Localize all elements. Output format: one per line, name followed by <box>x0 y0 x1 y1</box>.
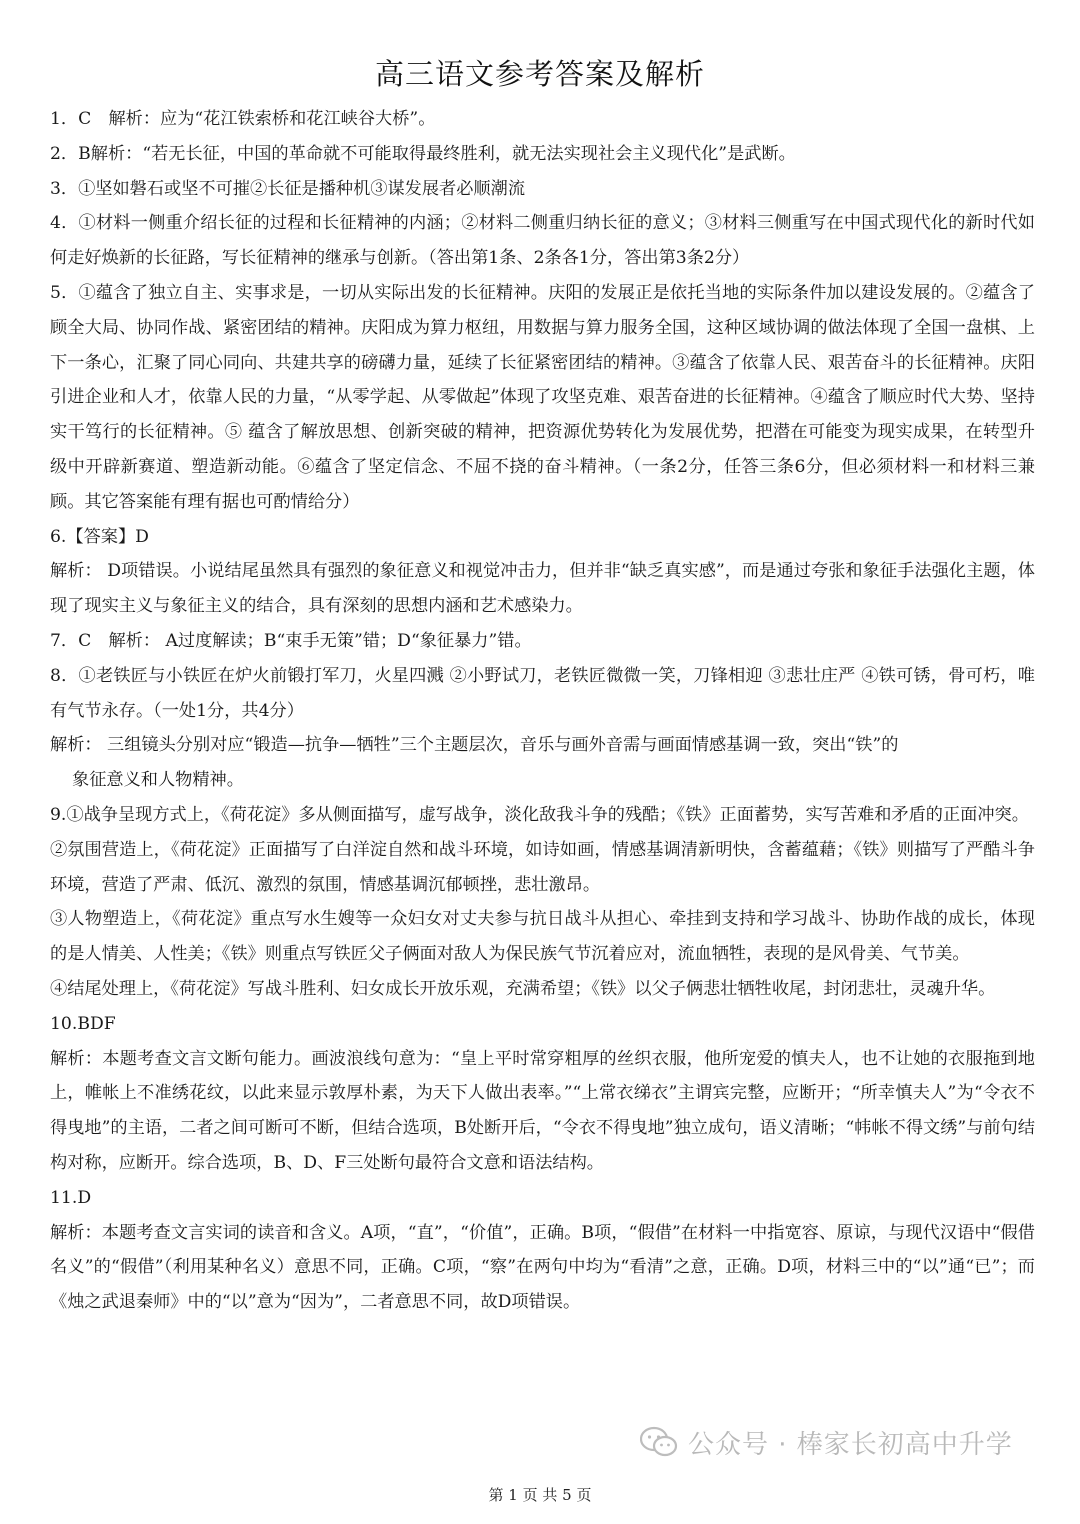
answer-9-point-4: ④结尾处理上，《荷花淀》写战斗胜利、妇女成长开放乐观，充满希望；《铁》以父子俩悲壮牺牲收尾，封闭悲壮，灵魂升华。 <box>50 978 996 999</box>
answer-9-point-2: ②氛围营造上，《荷花淀》正面描写了白洋淀自然和战斗环境，如诗如画，情感基调清新明快，含蓄蕴藉；《铁》则描写了严酷斗争环境，营造了严肃、低沉、激烈的氛围，情感基调沉郁顿挫，悲壮激昂。 <box>50 839 1035 895</box>
answer-10-analysis: 解析：本题考查文言文断句能力。画波浪线句意为：“皇上平时常穿粗厚的丝织衣服，他所宠爱的慎夫人，也不让她的衣服拖到地上，帷帐上不准绣花纹，以此来显示敦厚朴素，为天下人做出表率。”“上常衣绨衣”主谓宾完整，应断开；“所幸慎夫人”为“令衣不得曳地”的主语，二者之间可断可不断，但结合选项，B处断开后，“令衣不得曳地”独立成句，语义清晰；“帏帐不得文绣”与前句结构对称，应断开。综合选项，B、D、F三处断句最符合文意和语法结构。 <box>50 1048 1035 1173</box>
answer-10: 10.BDF <box>50 1013 116 1034</box>
answer-1: 1．C 解析：应为“花江铁索桥和花江峡谷大桥”。 <box>50 109 436 129</box>
answer-11-analysis: 解析：本题考查文言实词的读音和含义。A项，“直”，“价值”，正确。B项，“假借”在材料一中指宽容、原谅，与现代汉语中“假借名义”的“假借”（利用某种名义）意思不同，正确。C项，“察”在两句中均为“看清”之意，正确。D项，材料三中的“以”通“已”；而《烛之武退秦师》中的“以”意为“因为”，二者意思不同，故D项错误。 <box>50 1222 1035 1313</box>
wechat-icon <box>640 1426 678 1458</box>
answer-8: 8．①老铁匠与小铁匠在炉火前锻打军刀，火星四溅 ②小野试刀，老铁匠微微一笑，刀锋相迎 ③悲壮庄严 ④铁可锈，骨可朽，唯有气节永存。（一处1分，共4分） <box>50 665 1035 721</box>
answer-7: 7．C 解析： A过度解读；B“束手无策”错；D“象征暴力”错。 <box>50 630 532 651</box>
answer-8-analysis-cont: 象征意义和人物精神。 <box>72 770 244 791</box>
answer-8-analysis: 解析： 三组镜头分别对应“锻造—抗争—牺牲”三个主题层次，音乐与画外音需与画面情感基调一致，突出“铁”的 <box>50 735 899 756</box>
answer-6-analysis: 解析： D项错误。小说结尾虽然具有强烈的象征意义和视觉冲击力，但并非“缺乏真实感”，而是通过夸张和象征手法强化主题，体现了现实主义与象征主义的结合，具有深刻的思想内涵和艺术感染力。 <box>50 561 1035 617</box>
answer-9-point-3: ③人物塑造上，《荷花淀》重点写水生嫂等一众妇女对丈夫参与抗日战斗从担心、牵挂到支持和学习战斗、协助作战的成长，体现的是人情美、人性美；《铁》则重点写铁匠父子俩面对敌人为保民族气节沉着应对，流血牺牲，表现的是风骨美、气节美。 <box>50 909 1035 965</box>
answer-5: 5．①蕴含了独立自主、实事求是，一切从实际出发的长征精神。庆阳的发展正是依托当地的实际条件加以建设发展的。②蕴含了顾全大局、协同作战、紧密团结的精神。庆阳成为算力枢纽，用数据与算力服务全国，这种区域协调的做法体现了全国一盘棋、上下一条心，汇聚了同心同向、共建共享的磅礴力量，延续了长征紧密团结的精神。③蕴含了依靠人民、艰苦奋斗的长征精神。庆阳引进企业和人才，依靠人民的力量，“从零学起、从零做起”体现了攻坚克难、艰苦奋进的长征精神。④蕴含了顺应时代大势、坚持实干笃行的长征精神。⑤ 蕴含了解放思想、创新突破的精神，把资源优势转化为发展优势，把潜在可能变为现实成果，在转型升级中开辟新赛道、塑造新动能。⑥蕴含了坚定信念、不屈不挠的奋斗精神。（一条2分，任答三条6分，但必须材料一和材料三兼顾。其它答案能有理有据也可酌情给分） <box>50 282 1035 512</box>
watermark <box>640 1420 1013 1464</box>
answer-3: 3．①坚如磐石或坚不可摧②长征是播种机③谋发展者必顺潮流 <box>50 178 526 199</box>
page-title: 高三语文参考答案及解析 <box>374 57 705 91</box>
answer-11: 11.D <box>50 1187 92 1208</box>
answer-6: 6.【答案】D <box>50 526 149 547</box>
answer-content <box>50 102 1035 1320</box>
answer-4: 4．①材料一侧重介绍长征的过程和长征精神的内涵；②材料二侧重归纳长征的意义；③材料三侧重写在中国式现代化的新时代如何走好焕新的长征路，写长征精神的继承与创新。（答出第1条、2条各1分，答出第3条2分） <box>50 213 1035 269</box>
watermark-text: 公众号 · 棒家长初高中升学 <box>688 1429 1013 1460</box>
answer-2: 2．B解析：“若无长征，中国的革命就不可能取得最终胜利，就无法实现社会主义现代化”是武断。 <box>50 143 796 164</box>
answer-9-point-1: 9.①战争呈现方式上，《荷花淀》多从侧面描写，虚写战争，淡化敌我斗争的残酷；《铁》正面蓄势，实写苦难和矛盾的正面冲突。 <box>50 804 1029 825</box>
page-number: 第 1 页 共 5 页 <box>488 1486 592 1504</box>
